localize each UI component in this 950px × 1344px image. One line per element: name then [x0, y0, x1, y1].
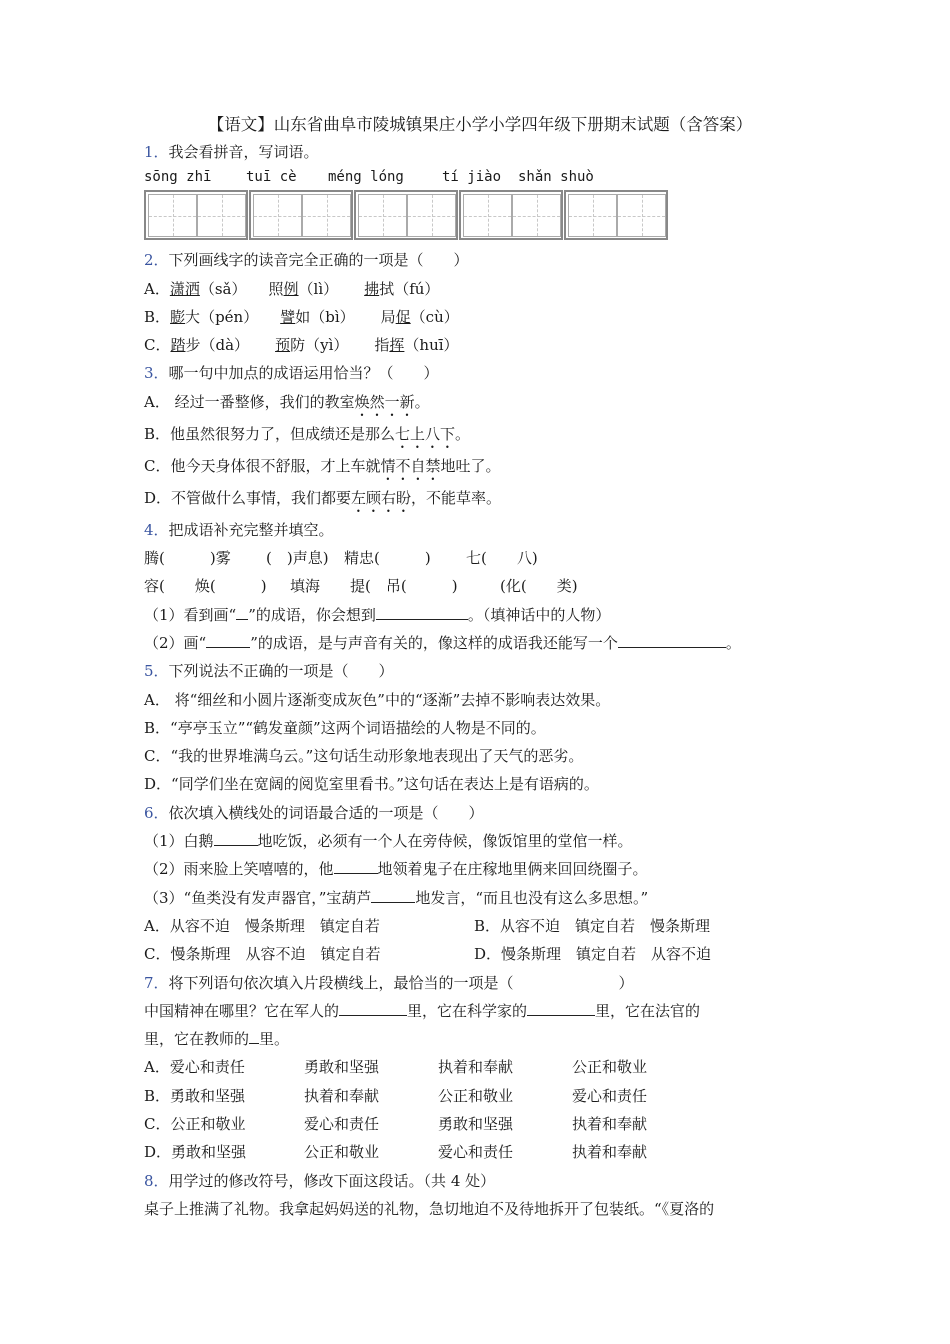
word-text: 防	[290, 336, 306, 355]
passage-text: 里。	[259, 1030, 290, 1049]
question-text: 下列说法不正确的一项是（ ）	[168, 662, 394, 681]
option-d: D．慢条斯理 镇定自若 从容不迫	[474, 945, 712, 964]
question-text: 用学过的修改符号，修改下面这段话。（共 4 处）	[168, 1171, 496, 1190]
option-b: B．“亭亭玉立”“鹤发童颜”这两个词语描绘的人物是不同的。	[144, 718, 546, 737]
question-4	[144, 516, 816, 544]
option-b	[144, 303, 816, 331]
pinyin-note: （pén）	[200, 307, 259, 326]
sentence-text: ”的成语，你会想到	[248, 605, 376, 624]
option-text: 地吐了。	[440, 456, 501, 475]
answer-blank[interactable]	[371, 886, 415, 903]
tianzige-box-5[interactable]	[564, 190, 668, 240]
option-cell: 勇敢和坚强	[438, 1115, 514, 1134]
option-a: A．从容不迫 慢条斯理 镇定自若	[144, 916, 380, 935]
pinyin-row	[144, 166, 816, 188]
option-c	[144, 452, 816, 484]
option-label: A．	[144, 279, 170, 298]
question-text: 哪一句中加点的成语运用恰当？（ ）	[168, 364, 439, 383]
sentence-text: （1）看到画“	[144, 605, 237, 624]
pinyin-note: （huī）	[404, 336, 459, 355]
answer-blank[interactable]	[618, 631, 726, 648]
option-d: D．“同学们坐在宽阔的阅览室里看书。”这句话在表达上是有语病的。	[144, 775, 599, 794]
page-title: 【语文】山东省曲阜市陵城镇果庄小学小学四年级下册期末试题（含答案）	[207, 115, 753, 134]
word-text: 局	[380, 307, 396, 326]
sentence-text: 地领着鬼子在庄稼地里俩来回回绕圈子。	[377, 860, 648, 879]
fill-sentence-1	[144, 827, 816, 855]
tianzige-box-2[interactable]	[249, 190, 353, 240]
option-cell: B．勇敢和坚强	[144, 1086, 246, 1105]
fill-sentence-1	[144, 601, 816, 629]
option-a	[144, 1053, 816, 1081]
option-cell: 公正和敬业	[304, 1143, 380, 1162]
options-row-1	[144, 912, 816, 940]
idiom-row-1	[144, 544, 816, 572]
fill-sentence-3	[144, 884, 816, 912]
sentence-text: （1）白鹅	[144, 832, 214, 851]
option-cell: C．公正和敬业	[144, 1115, 246, 1134]
passage-text: 里，它在教师的	[144, 1030, 250, 1049]
option-cell: 爱心和责任	[572, 1086, 648, 1105]
paragraph-text: 桌子上推满了礼物。我拿起妈妈送的礼物，急切地迫不及待地拆开了包装纸。“《夏洛的	[144, 1199, 715, 1218]
pinyin-note: （lì）	[298, 279, 339, 298]
underlined-word: 拂	[364, 279, 380, 298]
tianzige-box-3[interactable]	[354, 190, 458, 240]
option-text: 。	[414, 392, 430, 411]
underlined-word: 预	[275, 336, 291, 355]
question-number: 7．	[144, 973, 169, 992]
option-a: A． 将“细丝和小圆片逐渐变成灰色”中的“逐渐”去掉不影响表达效果。	[144, 690, 611, 709]
question-number: 6．	[144, 803, 169, 822]
option-cell: 爱心和责任	[438, 1143, 514, 1162]
sentence-text: （2）画“	[144, 633, 207, 652]
sentence-text: 地吃饭，必须有一个人在旁侍候，像饭馆里的堂倌一样。	[257, 832, 633, 851]
question-number: 3．	[144, 364, 169, 383]
passage-line-2	[144, 1025, 816, 1053]
pinyin-note: （yì）	[305, 336, 349, 355]
question-text: 依次填入横线处的词语最合适的一项是（ ）	[168, 803, 484, 822]
question-1	[144, 138, 816, 166]
option-c: C．“我的世界堆满乌云。”这句话生动形象地表现出了天气的恶劣。	[144, 747, 584, 766]
pinyin-note: （dà）	[200, 336, 250, 355]
pinyin-note: （sǎ）	[199, 279, 247, 298]
dotted-idiom: 左顾右盼	[351, 488, 412, 507]
option-text: ，不能草率。	[411, 488, 502, 507]
option-cell: 执着和奉献	[304, 1086, 380, 1105]
option-d	[144, 484, 816, 516]
option-text: C．他今天身体很不舒服，才上车就	[144, 456, 381, 475]
exam-page	[144, 112, 816, 1223]
tianzige-box-1[interactable]	[144, 190, 248, 240]
question-number: 4．	[144, 520, 169, 539]
underlined-word: 踏	[170, 336, 186, 355]
pinyin-3: méng lóng	[328, 169, 404, 186]
option-c	[144, 331, 816, 359]
dotted-idiom: 七上八下	[395, 424, 456, 443]
option-cell: 公正和敬业	[572, 1058, 648, 1077]
underlined-word: 譬	[280, 307, 296, 326]
dotted-idiom: 焕然一新	[354, 392, 415, 411]
question-8	[144, 1167, 816, 1195]
answer-blank[interactable]	[527, 999, 595, 1016]
option-a	[144, 388, 816, 420]
option-b	[144, 420, 816, 452]
question-text: 我会看拼音，写词语。	[168, 143, 319, 161]
fill-sentence-2	[144, 629, 816, 657]
answer-blank[interactable]	[214, 829, 258, 846]
question-text: 把成语补充完整并填空。	[168, 520, 334, 539]
option-cell: 执着和奉献	[572, 1115, 648, 1134]
word-text: 拭	[379, 279, 395, 298]
idiom-blank[interactable]: 容( 焕( )	[144, 577, 267, 596]
sentence-text: 地发言，“而且也没有这么多思想。”	[415, 888, 649, 907]
pinyin-note: （cù）	[410, 307, 459, 326]
options-row-2	[144, 940, 816, 968]
option-cell: 公正和敬业	[438, 1086, 514, 1105]
dotted-idiom: 情不自禁	[380, 456, 441, 475]
idiom-blank[interactable]: 腾( )雾	[144, 549, 231, 568]
option-b	[144, 1082, 816, 1110]
underlined-word: 挥	[389, 336, 405, 355]
question-number: 5．	[144, 662, 169, 681]
question-3	[144, 359, 816, 387]
question-6	[144, 799, 816, 827]
pinyin-5: shǎn shuò	[518, 169, 594, 186]
underlined-word: 促	[395, 307, 411, 326]
question-number: 2．	[144, 251, 169, 270]
option-b: B．从容不迫 镇定自若 慢条斯理	[474, 916, 711, 935]
option-cell: 执着和奉献	[438, 1058, 514, 1077]
question-number: 8．	[144, 1171, 169, 1190]
option-cell: D．勇敢和坚强	[144, 1143, 247, 1162]
underlined-word: 潇洒	[169, 279, 200, 298]
question-text: 将下列语句依次填入片段横线上，最恰当的一项是（ ）	[168, 973, 634, 992]
answer-blank[interactable]	[376, 603, 468, 620]
question-text: 下列画线字的读音完全正确的一项是（ ）	[168, 251, 469, 270]
passage-text: 中国精神在哪里？它在军人的	[144, 1001, 340, 1020]
option-text: D．不管做什么事情，我们都要	[144, 488, 352, 507]
word-text: 如	[295, 307, 311, 326]
underlined-word: 例	[283, 279, 299, 298]
question-2	[144, 246, 816, 274]
word-text: 步	[185, 336, 201, 355]
answer-blank[interactable]	[249, 1027, 259, 1044]
sentence-text: ”的成语，是与声音有关的，像这样的成语我还能写一个	[250, 633, 618, 652]
question-number: 1．	[144, 143, 169, 161]
option-text: A． 经过一番整修，我们的教室	[144, 392, 355, 411]
tianzige-box-4[interactable]	[459, 190, 563, 240]
option-text: B．他虽然很努力了，但成绩还是那么	[144, 424, 396, 443]
idiom-blank[interactable]: 填海	[290, 577, 321, 596]
underline-mark	[206, 631, 250, 648]
sentence-text: 。（填神话中的人物）	[467, 605, 611, 624]
word-text: 照	[268, 279, 284, 298]
option-cell: 爱心和责任	[304, 1115, 380, 1134]
question-5	[144, 657, 816, 685]
writing-grid	[144, 190, 816, 244]
passage-line-1	[144, 997, 816, 1025]
option-cell: A．爱心和责任	[144, 1058, 245, 1077]
answer-blank[interactable]	[339, 999, 407, 1016]
idiom-row-2	[144, 572, 816, 600]
pinyin-1: sōng zhī	[144, 169, 212, 186]
idiom-blank[interactable]: 七( 八)	[466, 549, 538, 568]
pinyin-note: （fú）	[394, 279, 440, 298]
idiom-blank[interactable]: 提( 吊( )	[350, 577, 458, 596]
option-label: B．	[144, 307, 171, 326]
option-c	[144, 1110, 816, 1138]
option-d	[144, 1138, 816, 1166]
word-text: 指	[374, 336, 390, 355]
idiom-blank[interactable]: ( )声息)	[266, 549, 329, 568]
option-label: C．	[144, 336, 171, 355]
answer-blank[interactable]	[334, 857, 378, 874]
passage-text: 里，它在科学家的	[407, 1001, 528, 1020]
option-cell: 勇敢和坚强	[304, 1058, 380, 1077]
sentence-text: 。	[725, 633, 741, 652]
passage-text: 里，它在法官的	[595, 1001, 701, 1020]
option-cell: 执着和奉献	[572, 1143, 648, 1162]
underline-mark	[236, 603, 248, 620]
fill-sentence-2	[144, 855, 816, 883]
option-c: C．慢条斯理 从容不迫 镇定自若	[144, 945, 381, 964]
option-text: 。	[455, 424, 471, 443]
question-7	[144, 969, 816, 997]
option-a	[144, 275, 816, 303]
sentence-text: （3）“鱼类没有发声器官，”宝葫芦	[144, 888, 372, 907]
pinyin-4: tí jiào	[442, 169, 502, 186]
pinyin-2: tuī cè	[246, 169, 297, 186]
sentence-text: （2）雨来脸上笑嘻嘻的，他	[144, 860, 334, 879]
pinyin-note: （bì）	[310, 307, 355, 326]
idiom-blank[interactable]: 精忠( )	[344, 549, 431, 568]
idiom-blank[interactable]: (化( 类)	[500, 577, 578, 596]
word-text: 大	[185, 307, 201, 326]
underlined-word: 膨	[170, 307, 186, 326]
